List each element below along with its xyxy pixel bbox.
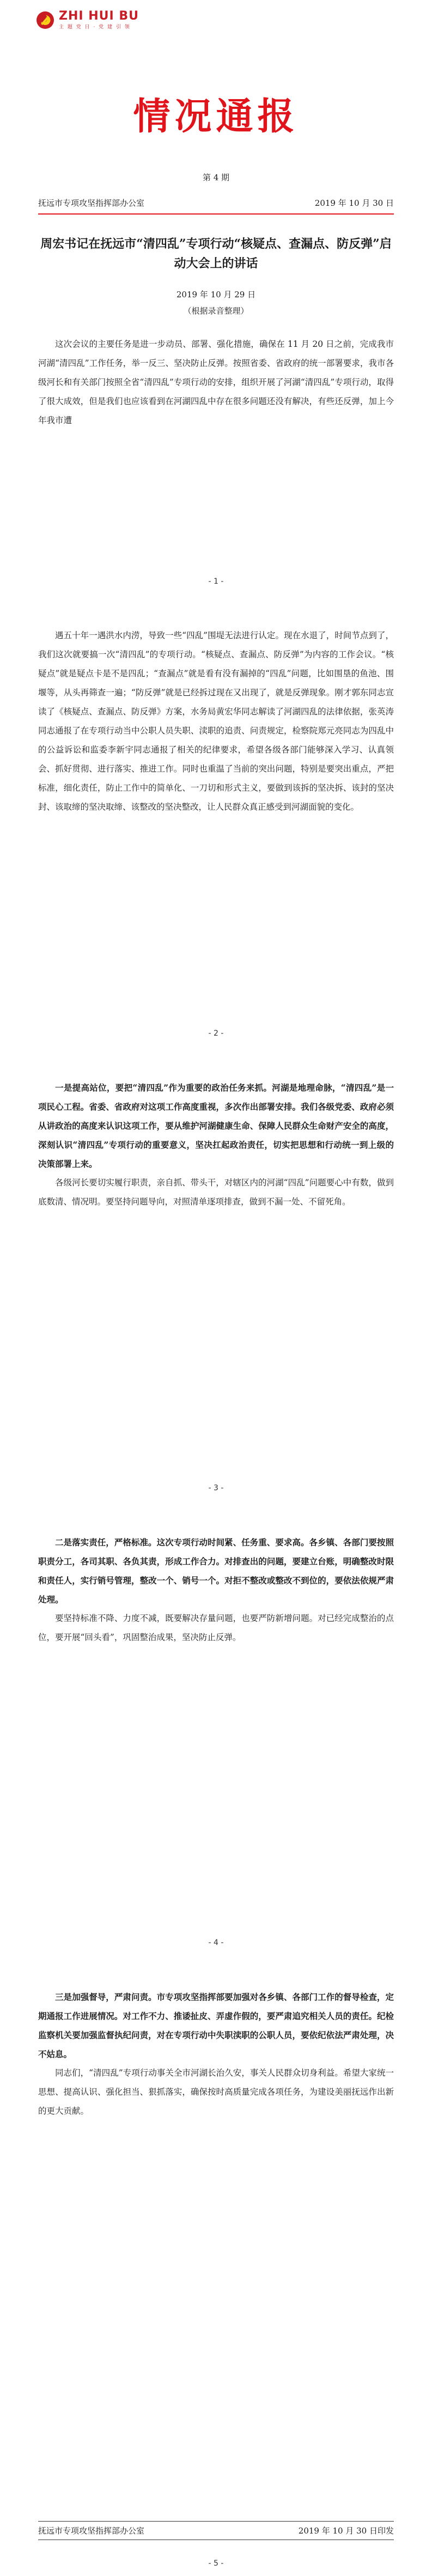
paragraph: 一是提高站位，要把“清四乱”作为重要的政治任务来抓。河湖是地理命脉，“清四乱”是一项民心工程。省委、省政府对这项工作高度重视，多次作出部署安排。我们各级党委、政府必须从讲政治的高度来认识这项工作，要从维护河湖健康生命、保障人民群众生命财产安全的高度，深刻认识“清四乱”专项行动的重要意义，坚决扛起政治责任，切实把思想和行动统一到上级的决策部署上来。	[38, 1082, 394, 1169]
page-3	[0, 1078, 432, 1211]
paragraph: 同志们，“清四乱”专项行动事关全市河湖长治久安，事关人民群众切身利益。希望大家统一思想、提高认识、强化担当、狠抓落实，确保按时高质量完成各项任务，为建设美丽抚远作出新的更大贡献。	[38, 2068, 394, 2116]
speech-date: 2019 年 10 月 29 日	[176, 290, 256, 299]
transcript-note: （根据录音整理）	[183, 306, 249, 316]
masthead-title: 情况通报	[133, 95, 299, 138]
party-emblem-icon	[36, 11, 54, 29]
red-divider	[38, 213, 394, 215]
paragraph: 这次会议的主要任务是进一步动员、部署、强化措施，确保在 11 月 20 日之前，完成我市河湖“清四乱”工作任务，举一反三、坚决防止反弹。按照省委、省政府的统一部署要求，我市各级河长和有关部门按照全省“清四乱”专项行动的安排，组织开展了河湖“清四乱”专项行动，取得了很大成效，但是我们也应该看到在河湖四乱中存在很多问题还没有解决，有些还反弹，加上今年我市遭	[38, 339, 394, 425]
page-number: - 5 -	[208, 2559, 224, 2568]
headline: 周宏书记在抚远市“清四乱”专项行动“核疑点、查漏点、防反弹”启动大会上的讲话	[40, 237, 392, 271]
page-number: - 4 -	[208, 1938, 224, 1947]
page-5	[0, 1987, 432, 2121]
paragraph: 各级河长要切实履行职责，亲自抓、带头干，对辖区内的河湖“四乱”问题要心中有数，做到底数清、情况明。要坚持问题导向，对照清单逐项排查，做到不漏一处、不留死角。	[38, 1178, 394, 1207]
page-4	[0, 1533, 432, 1647]
issue-date: 2019 年 10 月 30 日	[314, 198, 394, 208]
page-number: - 1 -	[208, 577, 224, 586]
issue-meta	[38, 197, 394, 209]
paragraph: 二是落实责任，严格标准。这次专项行动时间紧、任务重、要求高。各乡镇、各部门要按照职责分工，各司其职、各负其责，形成工作合力。对排查出的问题，要建立台账，明确整改时限和责任人，实行销号管理，整改一个、销号一个。对拒不整改或整改不到位的，要依法依规严肃处理。	[38, 1537, 394, 1605]
footer-issuer: 抚远市专项攻坚指挥部办公室	[38, 2526, 145, 2536]
paragraph: 三是加强督导，严肃问责。市专项攻坚指挥部要加强对各乡镇、各部门工作的督导检查，定期通报工作进展情况。对工作不力、推诿扯皮、弄虚作假的，要严肃追究相关人员的责任。纪检监察机关要加强监督执纪问责，对在专项行动中失职渎职的公职人员，要依纪依法严肃处理，决不姑息。	[38, 1992, 394, 2059]
brand-subtitle: 主 题 党 日 · 党 建 引 领	[59, 25, 131, 30]
paragraph: 遇五十年一遇洪水内涝，导致一些“四乱”围堤无法进行认定。现在水退了，时间节点到了，我们这次就要搞一次“清四乱”的专项行动。“核疑点、查漏点、防反弹”为内容的工作会议。“核疑点”就是疑点卡是不是四乱；“查漏点”就是看有没有漏掉的“四乱”问题，比如围垦的鱼池、围堰等，从头再筛查一遍；“防反弹”就是已经拆过现在又出现了，就是反弹现象。刚才郭东同志宣读了《核疑点、查漏点、防反弹》方案，水务局黄宏华同志解读了河湖四乱的法律依据，张英涛同志通报了在专项行动当中公职人员失职、渎职的追责、问责规定，检察院郑元亮同志为四乱中的公益诉讼和监委李新宇同志通报了相关的纪律要求，希望各级各部门能够深入学习、认真领会、抓好贯彻、进行落实、推进工作。同时也重温了当前的突出问题，特别是要突出重点，严把标准，细化责任，防止工作中的简单化、一刀切和形式主义，要做到该拆的坚决拆、该封的坚决封、该取缔的坚决取缔、该整改的坚决整改，让人民群众真正感受到河湖面貌的变化。	[38, 631, 394, 812]
footer	[38, 2521, 394, 2540]
paragraph: 要坚持标准不降、力度不减，既要解决存量问题，也要严防新增问题。对已经完成整治的点位，要开展“回头看”，巩固整治成果，坚决防止反弹。	[38, 1613, 394, 1642]
page-number: - 2 -	[208, 1029, 224, 1038]
page-2	[0, 626, 432, 817]
footer-date: 2019 年 10 月 30 日印发	[298, 2526, 394, 2536]
page-1	[0, 335, 432, 430]
brand-name: ZHI HUI BU	[59, 9, 139, 23]
issuer: 抚远市专项攻坚指挥部办公室	[38, 198, 145, 208]
header-logo	[36, 10, 139, 30]
page-number: - 3 -	[208, 1484, 224, 1492]
issue-number: 第 4 期	[202, 173, 230, 182]
